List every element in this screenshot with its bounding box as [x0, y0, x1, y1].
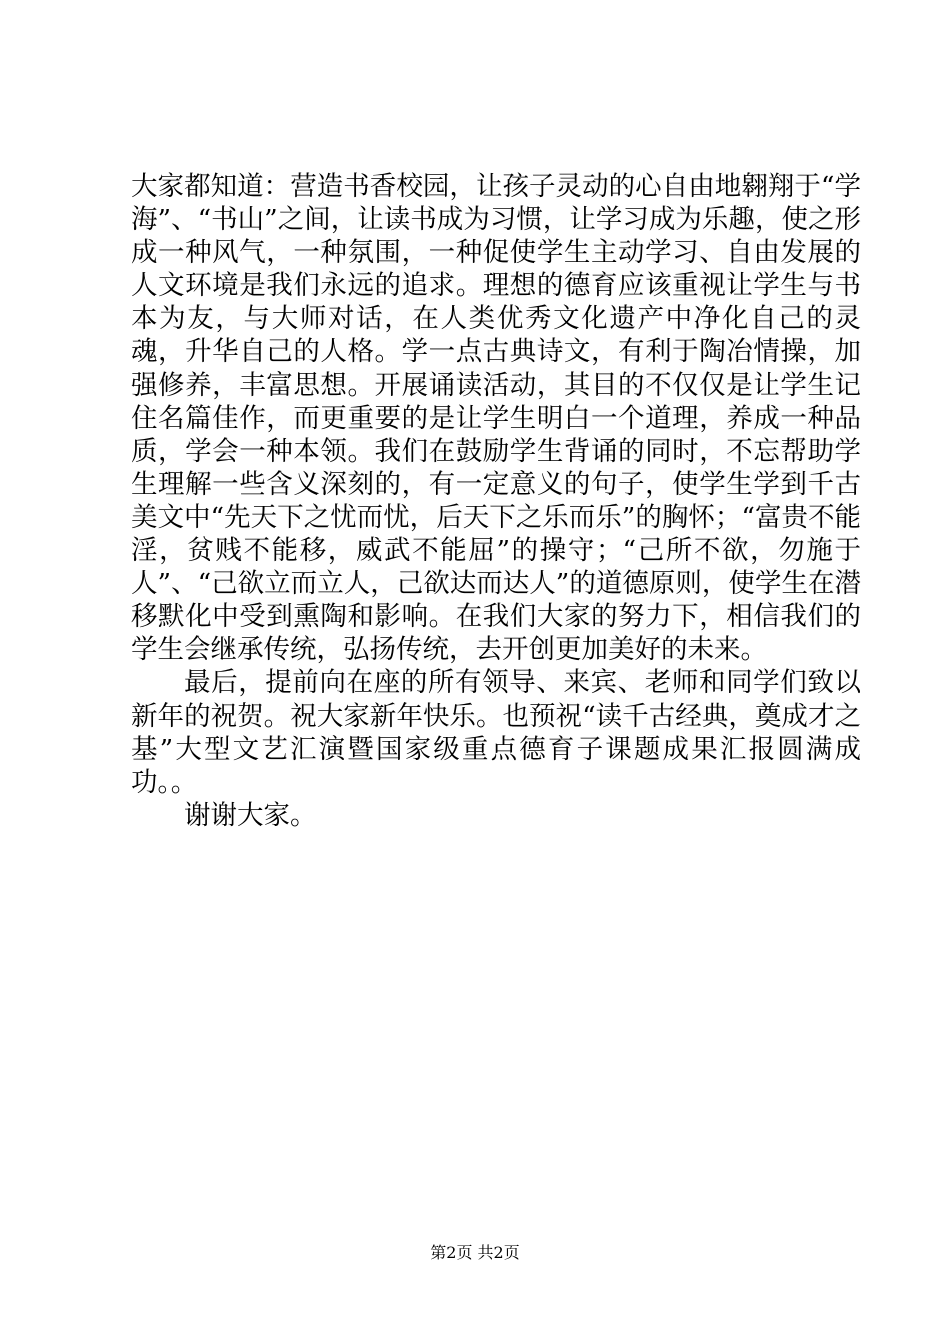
document-body [131, 170, 861, 832]
paragraph-reading-campaign: 大家都知道：营造书香校园，让孩子灵动的心自由地翱翔于“学海”、“书山”之间，让读书成为习惯，让学习成为乐趣，使之形成一种风气，一种氛围，一种促使学生主动学习、自由发展的人文环境是我们永远的追求。理想的德育应该重视让学生与书本为友，与大师对话，在人类优秀文化遗产中净化自己的灵魂，升华自己的人格。学一点古典诗文，有利于陶冶情操，加强修养，丰富思想。开展诵读活动，其目的不仅仅是让学生记住名篇佳作，而更重要的是让学生明白一个道理，养成一种品质，学会一种本领。我们在鼓励学生背诵的同时，不忘帮助学生理解一些含义深刻的，有一定意义的句子，使学生学到千古美文中“先天下之忧而忧，后天下之乐而乐”的胸怀；“富贵不能淫，贫贱不能移，威武不能屈”的操守；“己所不欲，勿施于人”、“己欲立而立人，己欲达而达人”的道德原则，使学生在潜移默化中受到熏陶和影响。在我们大家的努力下，相信我们的学生会继承传统，弘扬传统，去开创更加美好的未来。 [131, 171, 861, 666]
page-number-footer: 第2页 共2页 [430, 1243, 520, 1262]
paragraph-thanks: 谢谢大家。 [184, 799, 317, 831]
paragraph-new-year-greeting: 最后，提前向在座的所有领导、来宾、老师和同学们致以新年的祝贺。祝大家新年快乐。也预祝“读千古经典，奠成才之基”大型文艺汇演暨国家级重点德育子课题成果汇报圆满成功。。 [131, 667, 861, 798]
